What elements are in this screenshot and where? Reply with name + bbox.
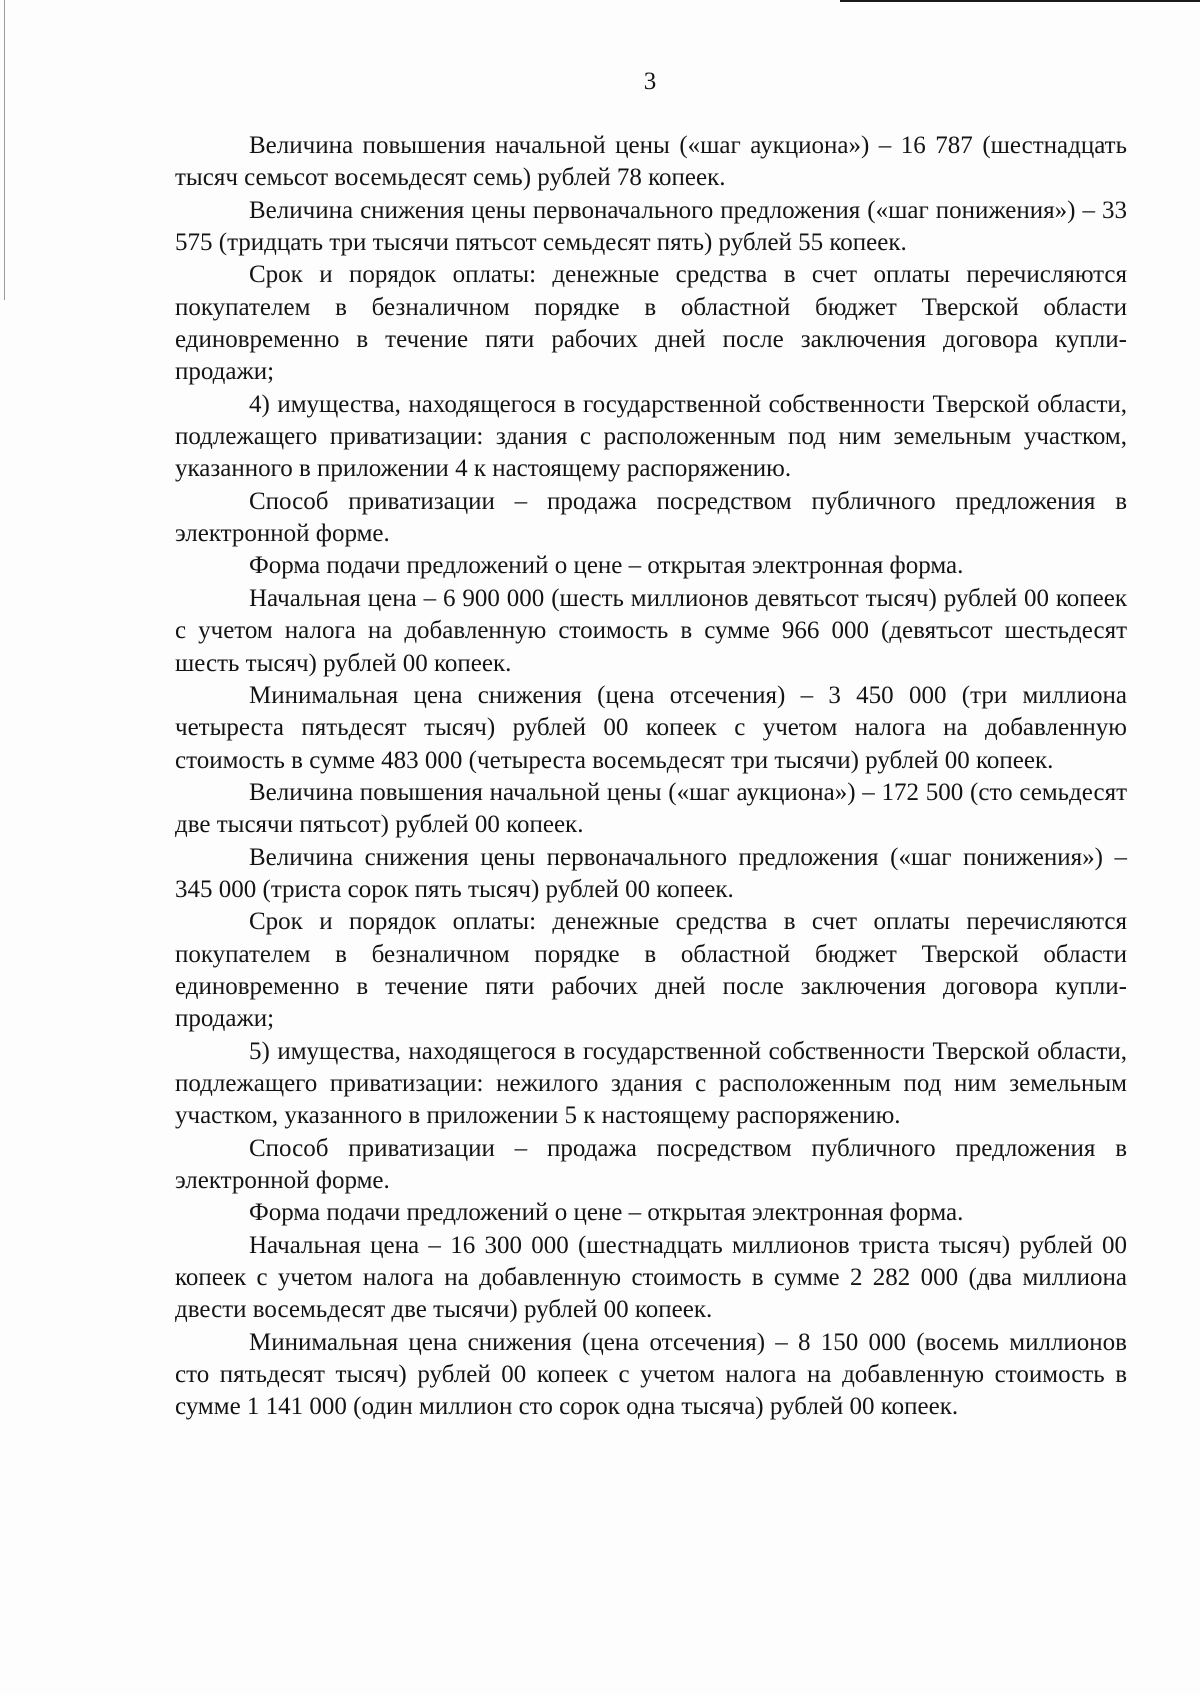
paragraph-payment-terms-4: Срок и порядок оплаты: денежные средства в счет оплаты перечисляются покупателем в безналичном порядке в областной бюджет Тверской области единовременно в течение пяти рабочих дней после заключения договора купли-продажи; <box>175 908 1127 1033</box>
scan-border-line <box>840 0 1200 2</box>
paragraph-bid-form-4: Форма подачи предложений о цене – открытая электронная форма. <box>249 552 964 580</box>
paragraph-privatization-method-4: Способ приватизации – продажа посредством публичного предложения в электронной форме. <box>175 487 1127 548</box>
page-number: 3 <box>643 68 657 95</box>
document-body <box>175 130 1127 1424</box>
paragraph-reduction-step-3: Величина снижения цены первоначального предложения («шаг понижения») – 33 575 (тридцать три тысячи пятьсот семьдесят пять) рублей 55 копеек. <box>175 196 1127 257</box>
paragraph-min-price-4: Минимальная цена снижения (цена отсечения) – 3 450 000 (три миллиона четыреста пятьдесят тысяч) рублей 00 копеек с учетом налога на добавленную стоимость в сумме 483 000 (четыреста восемьдесят три тысячи) рублей 00 копеек. <box>175 681 1127 774</box>
paragraph-privatization-method-5: Способ приватизации – продажа посредством публичного предложения в электронной форме. <box>175 1134 1127 1194</box>
paragraph-reduction-step-4: Величина снижения цены первоначального предложения («шаг понижения») – 345 000 (триста сорок пять тысяч) рублей 00 копеек. <box>175 843 1127 903</box>
paragraph-min-price-5: Минимальная цена снижения (цена отсечения) – 8 150 000 (восемь миллионов сто пятьдесят тысяч) рублей 00 копеек с учетом налога на добавленную стоимость в сумме 1 141 000 (один миллион сто сорок одна тысяча) рублей 00 копеек. <box>175 1328 1127 1421</box>
paragraph-item-5: 5) имущества, находящегося в государственной собственности Тверской области, подлежащего приватизации: нежилого здания с расположенным под ним земельным участком, указанного в приложении 5 к настоящему распоряжению. <box>175 1037 1127 1130</box>
paragraph-auction-step-4: Величина повышения начальной цены («шаг аукциона») – 172 500 (сто семьдесят две тысячи пятьсот) рублей 00 копеек. <box>175 778 1127 839</box>
paragraph-initial-price-5: Начальная цена – 16 300 000 (шестнадцать миллионов триста тысяч) рублей 00 копеек с учетом налога на добавленную стоимость в сумме 2 282 000 (два миллиона двести восемьдесят две тысячи) рублей 00 копеек. <box>175 1231 1127 1324</box>
paragraph-initial-price-4: Начальная цена – 6 900 000 (шесть миллионов девятьсот тысяч) рублей 00 копеек с учетом налога на добавленную стоимость в сумме 966 000 (девятьсот шестьдесят шесть тысяч) рублей 00 копеек. <box>175 584 1127 677</box>
scan-edge-line <box>4 0 5 300</box>
paragraph-payment-terms-3: Срок и порядок оплаты: денежные средства в счет оплаты перечисляются покупателем в безналичном порядке в областной бюджет Тверской области единовременно в течение пяти рабочих дней после заключения договора купли-продажи; <box>175 261 1127 386</box>
paragraph-auction-step-3: Величина повышения начальной цены («шаг аукциона») – 16 787 (шестнадцать тысяч семьсот восемьдесят семь) рублей 78 копеек. <box>175 132 1127 192</box>
paragraph-bid-form-5: Форма подачи предложений о цене – открытая электронная форма. <box>249 1199 964 1227</box>
paragraph-item-4: 4) имущества, находящегося в государственной собственности Тверской области, подлежащего приватизации: здания с расположенным под ним земельным участком, указанного в приложении 4 к настоящему распоряжению. <box>175 390 1127 483</box>
